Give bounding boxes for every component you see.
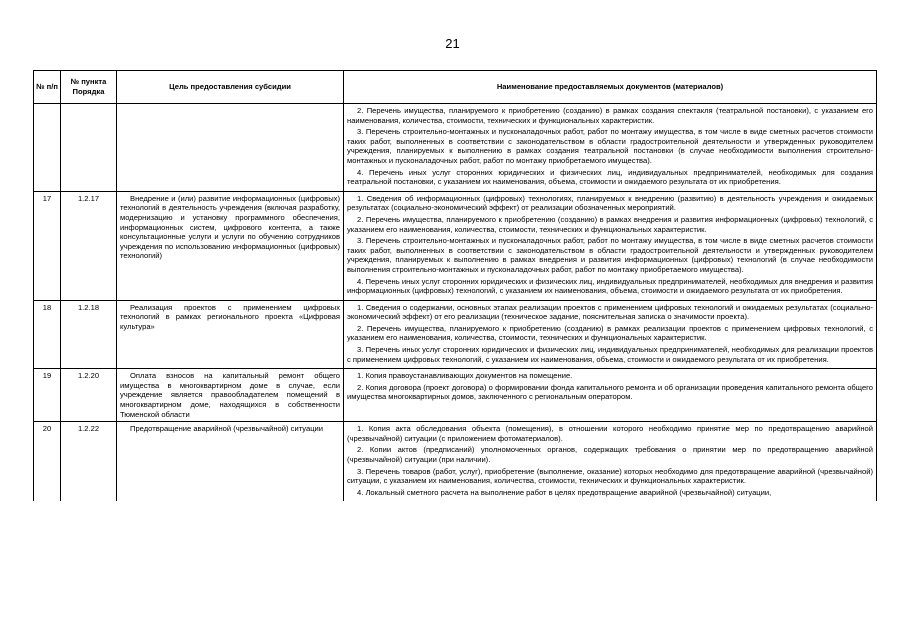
table-row (34, 191, 877, 300)
doc-item: 2. Копии актов (предписаний) уполномоченных органов, содержащих требования о принятии мер по предотвращению аварийной (чрезвычайной) ситуации (при наличии). (347, 445, 873, 464)
doc-item: 4. Локальный сметного расчета на выполнение работ в целях предотвращение аварийной (чрезвычайной) ситуации, (357, 487, 772, 497)
doc-item: 4. Перечень иных услуг сторонних юридических и физических лиц, индивидуальных предпринимателей, необходимых для внедрения и развития информационных (цифровых) технологий, с указанием их наименования, объема, стоимости и ожидаемого результата от их приобретения. (347, 276, 873, 296)
row-item (61, 104, 117, 192)
row-num: 17 (34, 191, 61, 300)
doc-item: 3. Перечень строительно-монтажных и пусконаладочных работ, работ по монтажу имущества, в том числе в виде сметных расчетов стоимости таких работ, выполненных в соответствии с законодательством в области градостроительной деятельности и утвержденных руководителем учреждения, планируемых к выполнению в рамках создания театральной постановки (в случае необходимости выполнения строительно-монтажных и пусконаладочных работ, работ по монтажу приобретаемого имущества). (347, 127, 873, 165)
subsidy-documents-table (33, 70, 877, 501)
doc-item: 3. Перечень товаров (работ, услуг), приобретение (выполнение, оказание) которых необходимо для предотвращение аварийной (чрезвычайной) ситуации, с указанием их наименования, количества, стоимости, технических и функциональных характеристик. (347, 466, 873, 486)
doc-item: 3. Перечень строительно-монтажных и пусконаладочных работ, работ по монтажу имущества, в том числе в виде сметных расчетов стоимости таких работ, выполненных в соответствии с законодательством в области градостроительной деятельности и утвержденных руководителем учреждения, планируемых к выполнению в рамках внедрения и развития информационных (цифровых) технологий (в случае необходимости выполнения строительно-монтажных и пусконаладочных работ, работ по монтажу приобретаемого имущества). (347, 236, 873, 274)
doc-item: 2. Перечень имущества, планируемого к приобретению (созданию) в рамках реализации проектов с применением цифровых технологий, с указанием его наименования, количества, стоимости, технических и функциональных характеристик. (347, 323, 873, 343)
doc-item: 2. Копия договора (проект договора) о формировании фонда капитального ремонта и об организации проведения капитального ремонта общего имущества многоквартирных домов, заключенного с региональным оператором. (347, 382, 873, 402)
row-docs (344, 191, 877, 300)
row-item: 1.2.17 (61, 191, 117, 300)
table-row (34, 300, 877, 369)
row-docs (344, 369, 877, 422)
row-item: 1.2.18 (61, 300, 117, 369)
header-num: № п/п (34, 71, 61, 104)
doc-item: 1. Сведения об информационных (цифровых) технологиях, планируемых к внедрению (развитию) в деятельность учреждения и ожидаемых результатах (социально-экономический эффект) от реализации обозначенных мероприятий. (347, 193, 873, 213)
doc-item: 4. Перечень иных услуг сторонних юридических и физических лиц, индивидуальных предпринимателей, необходимых для создания театральной постановки, с указанием их наименования, объема, стоимости и ожидаемого результата от их приобретения. (347, 167, 873, 187)
doc-item: 1. Сведения о содержании, основных этапах реализации проектов с применением цифровых технологий и ожидаемых результатах (социально-экономический эффект) от его реализации (техническое задание, пояснительная записка о значимости проекта). (347, 302, 873, 322)
row-num: 19 (34, 369, 61, 422)
row-goal: Реализация проектов с применением цифровых технологий в рамках регионального проекта «Цифровая культура» (117, 300, 344, 369)
doc-item: 2. Перечень имущества, планируемого к приобретению (созданию) в рамках создания спектакля (театральной постановки), с указанием его наименования, количества, стоимости, технических и функциональных характеристик. (347, 106, 873, 125)
page-number: 21 (445, 36, 460, 51)
row-goal: Оплата взносов на капитальный ремонт общего имущества в многоквартирном доме в случае, если учреждение является правообладателем помещений в многоквартирном доме, находящихся в собственности Тюменской области (117, 369, 344, 422)
row-goal: Внедрение и (или) развитие информационных (цифровых) технологий в деятельность учреждения (включая разработку, модернизацию и установку программного обеспечения, информационных систем, цифрового контента, а также консультационные услуги и услуги по обучению сотрудников учреждения по использованию информационных (цифровых) технологий) (117, 191, 344, 300)
row-item: 1.2.22 (61, 422, 117, 502)
row-num (34, 104, 61, 192)
row-docs (344, 422, 877, 502)
doc-item: 1. Копия правоустанавливающих документов на помещение. (357, 371, 573, 381)
table-header-row (34, 71, 877, 104)
doc-item: 2. Перечень имущества, планируемого к приобретению (созданию) в рамках внедрения и развития информационных (цифровых) технологий, с указанием его наименования, количества, стоимости, технических и функциональных характеристик. (347, 214, 873, 234)
doc-item: 1. Копия акта обследования объекта (помещения), в отношении которого необходимо принятие мер по предотвращению аварийной (чрезвычайной) ситуации (с приложением фотоматериалов). (347, 424, 873, 443)
header-item: № пункта Порядка (61, 71, 117, 104)
row-goal: Предотвращение аварийной (чрезвычайной) ситуации (117, 422, 344, 502)
table-row (34, 369, 877, 422)
row-item: 1.2.20 (61, 369, 117, 422)
table-row (34, 422, 877, 502)
row-num: 20 (34, 422, 61, 502)
row-goal (117, 104, 344, 192)
header-goal: Цель предоставления субсидии (117, 71, 344, 104)
doc-item: 3. Перечень иных услуг сторонних юридических и физических лиц, индивидуальных предпринимателей, необходимых для реализации проектов с применением цифровых технологий, с указанием их наименования, объема, стоимости и ожидаемого результата от их приобретения. (347, 345, 873, 364)
table-row (34, 104, 877, 192)
row-num: 18 (34, 300, 61, 369)
header-docs: Наименование предоставляемых документов (материалов) (344, 71, 877, 104)
row-docs (344, 104, 877, 192)
row-docs (344, 300, 877, 369)
